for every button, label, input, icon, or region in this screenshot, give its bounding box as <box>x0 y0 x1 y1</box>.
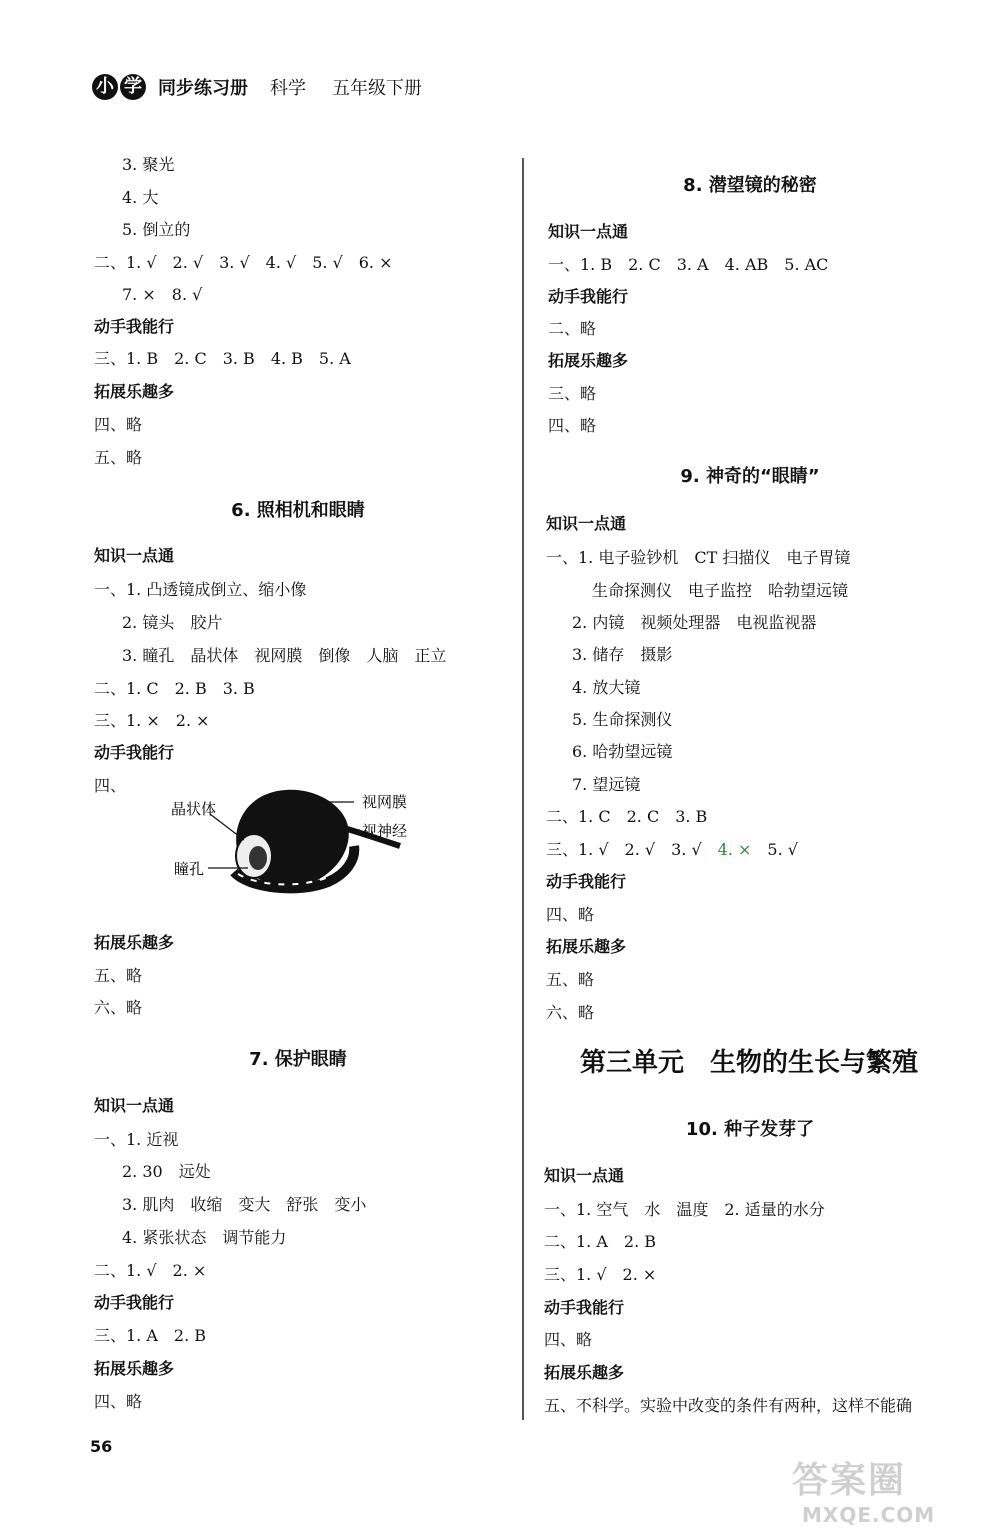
answer-line: 4. 大 <box>122 188 159 207</box>
answer-line: 5. 倒立的 <box>122 220 191 239</box>
answer-line: 四、略 <box>94 1392 143 1411</box>
answer-line: 三、1. A 2. B <box>94 1326 207 1345</box>
answer-line: 五、略 <box>94 448 143 467</box>
answer-part-highlight: 4. × <box>717 840 752 859</box>
watermark-logo <box>792 1452 960 1528</box>
section-label: 拓展乐趣多 <box>94 1359 175 1378</box>
pupil-label: 瞳孔 <box>174 860 205 878</box>
answer-line: 五、略 <box>546 970 595 989</box>
answer-line: 二、1. √ 2. √ 3. √ 4. √ 5. √ 6. × <box>94 253 393 272</box>
logo-char-2: 学 <box>120 74 146 100</box>
column-divider <box>522 158 524 1420</box>
section-label: 知识一点通 <box>94 546 175 565</box>
answer-line: 五、不科学。实验中改变的条件有两种，这样不能确 <box>544 1396 913 1415</box>
section-label: 动手我能行 <box>94 1293 175 1312</box>
section-label: 动手我能行 <box>94 317 175 336</box>
section-label: 动手我能行 <box>94 743 175 762</box>
answer-line: 2. 30 远处 <box>122 1162 211 1181</box>
unit-heading: 第三单元 生物的生长与繁殖 <box>580 1048 919 1078</box>
section-label: 拓展乐趣多 <box>548 351 629 370</box>
answer-line: 四、略 <box>546 905 595 924</box>
section-label: 拓展乐趣多 <box>546 937 627 956</box>
nerve-label: 视神经 <box>362 822 408 840</box>
answer-line: 4. 紧张状态 调节能力 <box>122 1228 287 1247</box>
answer-line: 三、1. √ 2. × <box>544 1265 657 1284</box>
answer-line: 六、略 <box>546 1003 595 1022</box>
answer-line: 五、略 <box>94 966 143 985</box>
answer-line: 5. 生命探测仪 <box>572 710 673 729</box>
retina-label: 视网膜 <box>362 793 408 811</box>
answer-line: 2. 镜头 胶片 <box>122 613 223 632</box>
answer-line: 7. × 8. √ <box>122 285 203 304</box>
answer-line: 六、略 <box>94 998 143 1017</box>
answer-line: 二、1. A 2. B <box>544 1232 657 1251</box>
page-header <box>92 72 448 102</box>
lesson-title: 7. 保护眼睛 <box>249 1049 347 1070</box>
lens-label: 晶状体 <box>171 800 217 818</box>
answer-line: 一、1. 电子验钞机 CT 扫描仪 电子胃镜 <box>546 548 851 567</box>
answer-line: 3. 肌肉 收缩 变大 舒张 变小 <box>122 1195 367 1214</box>
answer-line: 二、1. √ 2. × <box>94 1261 207 1280</box>
answer-line: 三、略 <box>548 384 597 403</box>
answer-line: 3. 瞳孔 晶状体 视网膜 倒像 人脑 正立 <box>122 646 447 665</box>
answer-line: 二、1. C 2. B 3. B <box>94 679 255 698</box>
section-label: 知识一点通 <box>546 514 627 533</box>
eye-diagram <box>168 784 428 899</box>
series-title: 同步练习册 <box>158 78 248 99</box>
answer-part: 5. √ <box>751 840 798 859</box>
grade-label: 五年级下册 <box>332 78 422 99</box>
section-label: 知识一点通 <box>544 1166 625 1185</box>
subject-label: 科学 <box>270 78 306 99</box>
answer-line: 四、略 <box>94 415 143 434</box>
logo-char-1: 小 <box>92 74 118 100</box>
section-label: 拓展乐趣多 <box>94 382 175 401</box>
section-label: 动手我能行 <box>546 872 627 891</box>
watermark-bottom: MXQE.COM <box>802 1503 936 1527</box>
answer-line: 一、1. 凸透镜成倒立、缩小像 <box>94 580 307 599</box>
section-label: 知识一点通 <box>548 222 629 241</box>
answer-line: 四、略 <box>544 1330 593 1349</box>
answer-line: 一、1. 空气 水 温度 2. 适量的水分 <box>544 1200 825 1219</box>
section-label: 动手我能行 <box>544 1298 625 1317</box>
answer-line: 4. 放大镜 <box>572 678 641 697</box>
answer-line: 三、1. B 2. C 3. B 4. B 5. A <box>94 349 351 368</box>
answer-part: 三、1. √ 2. √ 3. √ <box>546 840 718 859</box>
section-label: 拓展乐趣多 <box>94 933 175 952</box>
lesson-title: 10. 种子发芽了 <box>685 1119 815 1140</box>
answer-line: 3. 储存 摄影 <box>572 645 673 664</box>
answer-line: 四、略 <box>548 416 597 435</box>
answer-line <box>546 837 798 860</box>
answer-line: 7. 望远镜 <box>572 775 641 794</box>
answer-line: 一、1. B 2. C 3. A 4. AB 5. AC <box>548 255 829 274</box>
lesson-title: 9. 神奇的“眼睛” <box>680 466 820 487</box>
section-label: 知识一点通 <box>94 1096 175 1115</box>
answer-line: 一、1. 近视 <box>94 1130 179 1149</box>
watermark-top: 答案圈 <box>792 1460 907 1501</box>
book-logo <box>92 74 148 100</box>
answer-line: 四、 <box>94 776 127 795</box>
lesson-title: 8. 潜望镜的秘密 <box>683 175 817 196</box>
answer-line: 3. 聚光 <box>122 155 175 174</box>
section-label: 拓展乐趣多 <box>544 1363 625 1382</box>
answer-line: 6. 哈勃望远镜 <box>572 742 673 761</box>
page-number: 56 <box>90 1437 113 1456</box>
answer-line: 2. 内镜 视频处理器 电视监视器 <box>572 613 817 632</box>
lesson-title: 6. 照相机和眼睛 <box>231 500 365 521</box>
section-label: 动手我能行 <box>548 287 629 306</box>
answer-line: 二、1. C 2. C 3. B <box>546 807 708 826</box>
answer-line: 二、略 <box>548 319 597 338</box>
answer-line: 三、1. × 2. × <box>94 711 210 730</box>
answer-line: 生命探测仪 电子监控 哈勃望远镜 <box>592 581 849 600</box>
